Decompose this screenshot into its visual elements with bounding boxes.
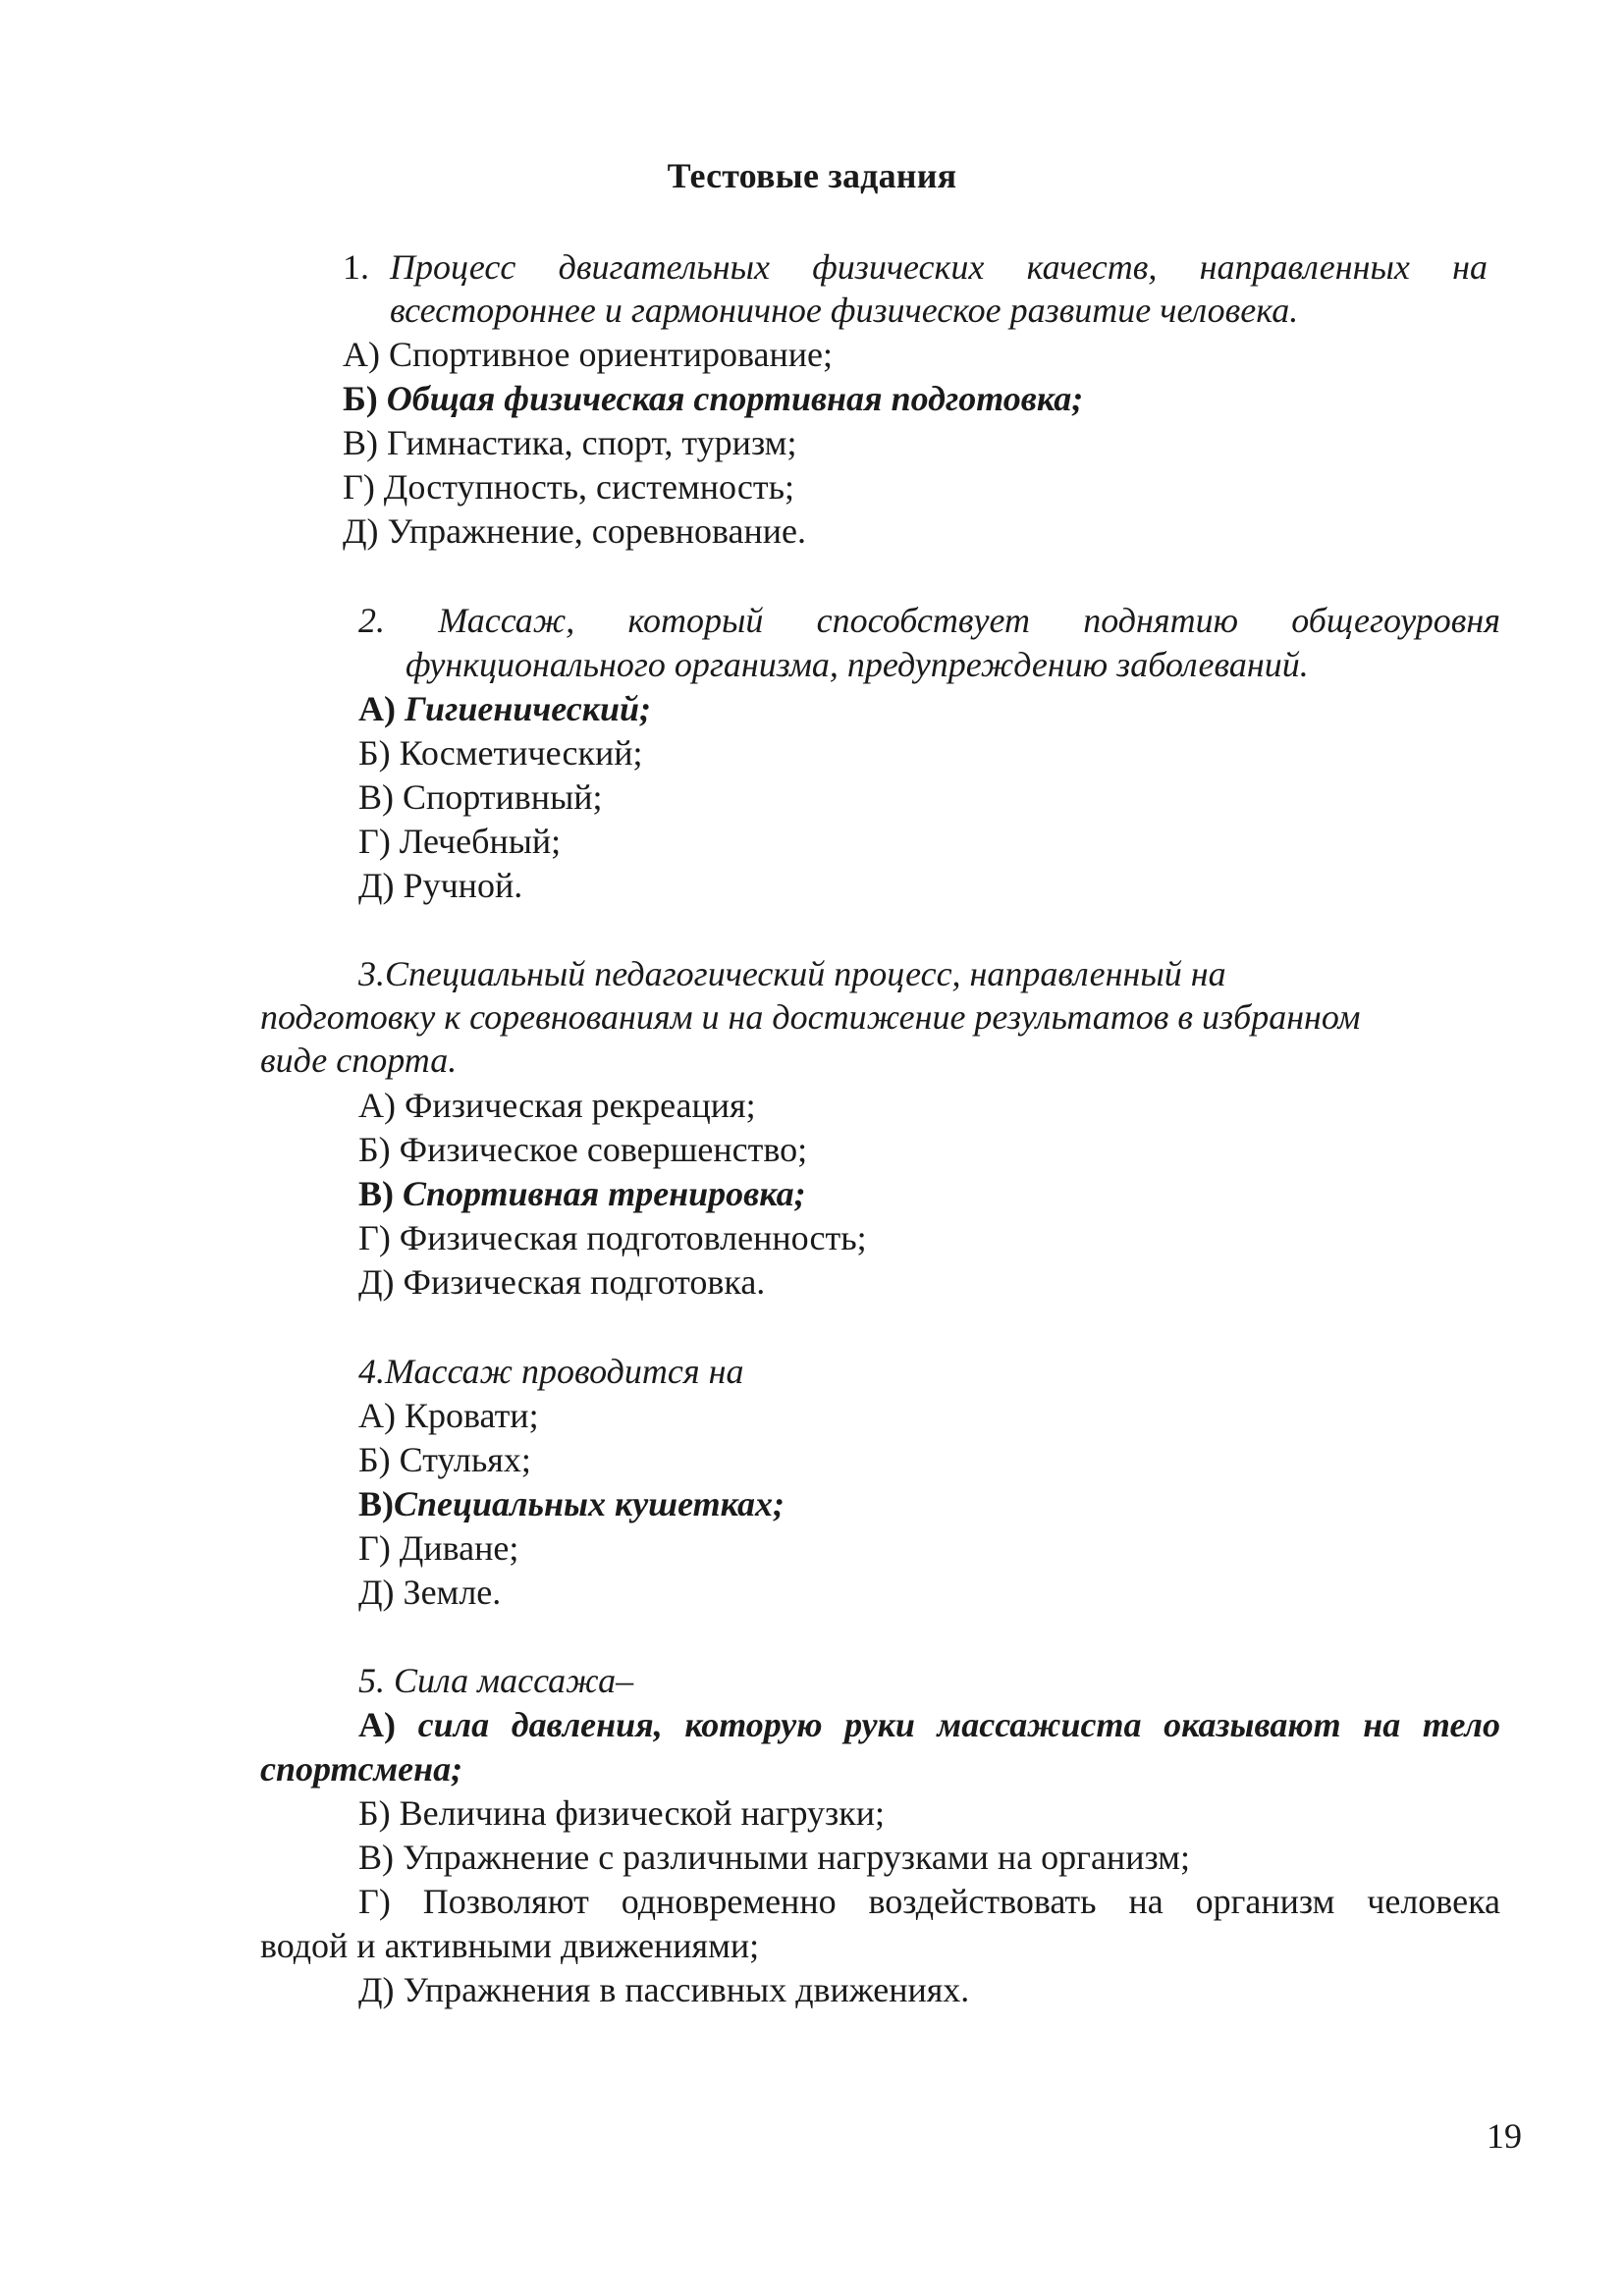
q1-number: 1. bbox=[343, 247, 369, 287]
q4-option-c-letter: В) bbox=[358, 1484, 394, 1523]
q3-option-c-correct bbox=[358, 1172, 806, 1215]
q4-option-c-correct bbox=[358, 1482, 785, 1525]
q5-option-a-text-line1: сила давления, которую руки массажиста оказывают на тело bbox=[417, 1705, 1500, 1744]
q1-option-b-letter: Б) bbox=[343, 379, 378, 418]
q5-option-d-line2: водой и активными движениями; bbox=[260, 1926, 760, 1965]
page-title: Тестовые задания bbox=[667, 156, 957, 195]
q5-option-c: В) Упражнение с различными нагрузками на организм; bbox=[358, 1838, 1190, 1877]
q4-option-b: Б) Стульях; bbox=[358, 1440, 531, 1479]
q2-option-e: Д) Ручной. bbox=[358, 866, 523, 905]
q1-option-d: Г) Доступность, системность; bbox=[343, 467, 795, 507]
q5-text-line1: 5. Сила массажа– bbox=[358, 1661, 634, 1700]
q3-text-line1: 3.Специальный педагогический процесс, направленный на bbox=[358, 954, 1226, 993]
q5-option-a-correct bbox=[358, 1703, 1500, 1746]
q2-text-line1: 2. Массаж, который способствует поднятию общегоуровня bbox=[358, 601, 1500, 640]
q5-option-b: Б) Величина физической нагрузки; bbox=[358, 1793, 885, 1833]
q1-text-line1: Процесс двигательных физических качеств, направленных на bbox=[390, 247, 1488, 287]
q5-option-a-text-line2-wrap bbox=[260, 1747, 462, 1790]
q1-option-a: А) Спортивное ориентирование; bbox=[343, 335, 833, 374]
q1-option-b-correct bbox=[343, 377, 1083, 420]
q5-option-a-text-line2: спортсмена; bbox=[260, 1749, 463, 1789]
q1-option-c: В) Гимнастика, спорт, туризм; bbox=[343, 423, 797, 462]
q3-option-e: Д) Физическая подготовка. bbox=[358, 1262, 766, 1302]
q1-option-b-text: Общая физическая спортивная подготовка; bbox=[386, 379, 1084, 418]
q4-option-a: А) Кровати; bbox=[358, 1396, 539, 1435]
q2-text-line2: функционального организма, предупреждению заболеваний. bbox=[406, 645, 1309, 684]
q1-text-line2: всестороннее и гармоничное физическое развитие человека. bbox=[390, 291, 1299, 330]
q2-option-a-letter: А) bbox=[358, 689, 396, 728]
q1-option-e: Д) Упражнение, соревнование. bbox=[343, 511, 806, 551]
q3-option-a: А) Физическая рекреация; bbox=[358, 1086, 756, 1125]
q5-option-a-letter: А) bbox=[358, 1705, 396, 1744]
q3-option-c-letter: В) bbox=[358, 1174, 394, 1213]
q4-option-e: Д) Земле. bbox=[358, 1573, 502, 1612]
q3-text-line2: подготовку к соревнованиям и на достижение результатов в избранном bbox=[260, 997, 1361, 1037]
q3-option-c-text: Спортивная тренировка; bbox=[403, 1174, 806, 1213]
q3-text-line3: виде спорта. bbox=[260, 1041, 458, 1080]
q4-option-d: Г) Диване; bbox=[358, 1528, 519, 1568]
q3-option-b: Б) Физическое совершенство; bbox=[358, 1130, 808, 1169]
q5-option-d-line1: Г) Позволяют одновременно воздействовать на организм человека bbox=[358, 1882, 1500, 1921]
q2-option-c: В) Спортивный; bbox=[358, 777, 603, 817]
q2-option-a-text: Гигиенический; bbox=[405, 689, 652, 728]
q5-option-e: Д) Упражнения в пассивных движениях. bbox=[358, 1970, 970, 2009]
page-number: 19 bbox=[1487, 2116, 1522, 2156]
q4-option-c-text: Специальных кушетках; bbox=[394, 1484, 785, 1523]
q4-text-line1: 4.Массаж проводится на bbox=[358, 1352, 744, 1391]
q2-option-d: Г) Лечебный; bbox=[358, 822, 562, 861]
q3-option-d: Г) Физическая подготовленность; bbox=[358, 1218, 867, 1257]
q2-option-a-correct bbox=[358, 687, 651, 730]
q2-option-b: Б) Косметический; bbox=[358, 733, 643, 773]
